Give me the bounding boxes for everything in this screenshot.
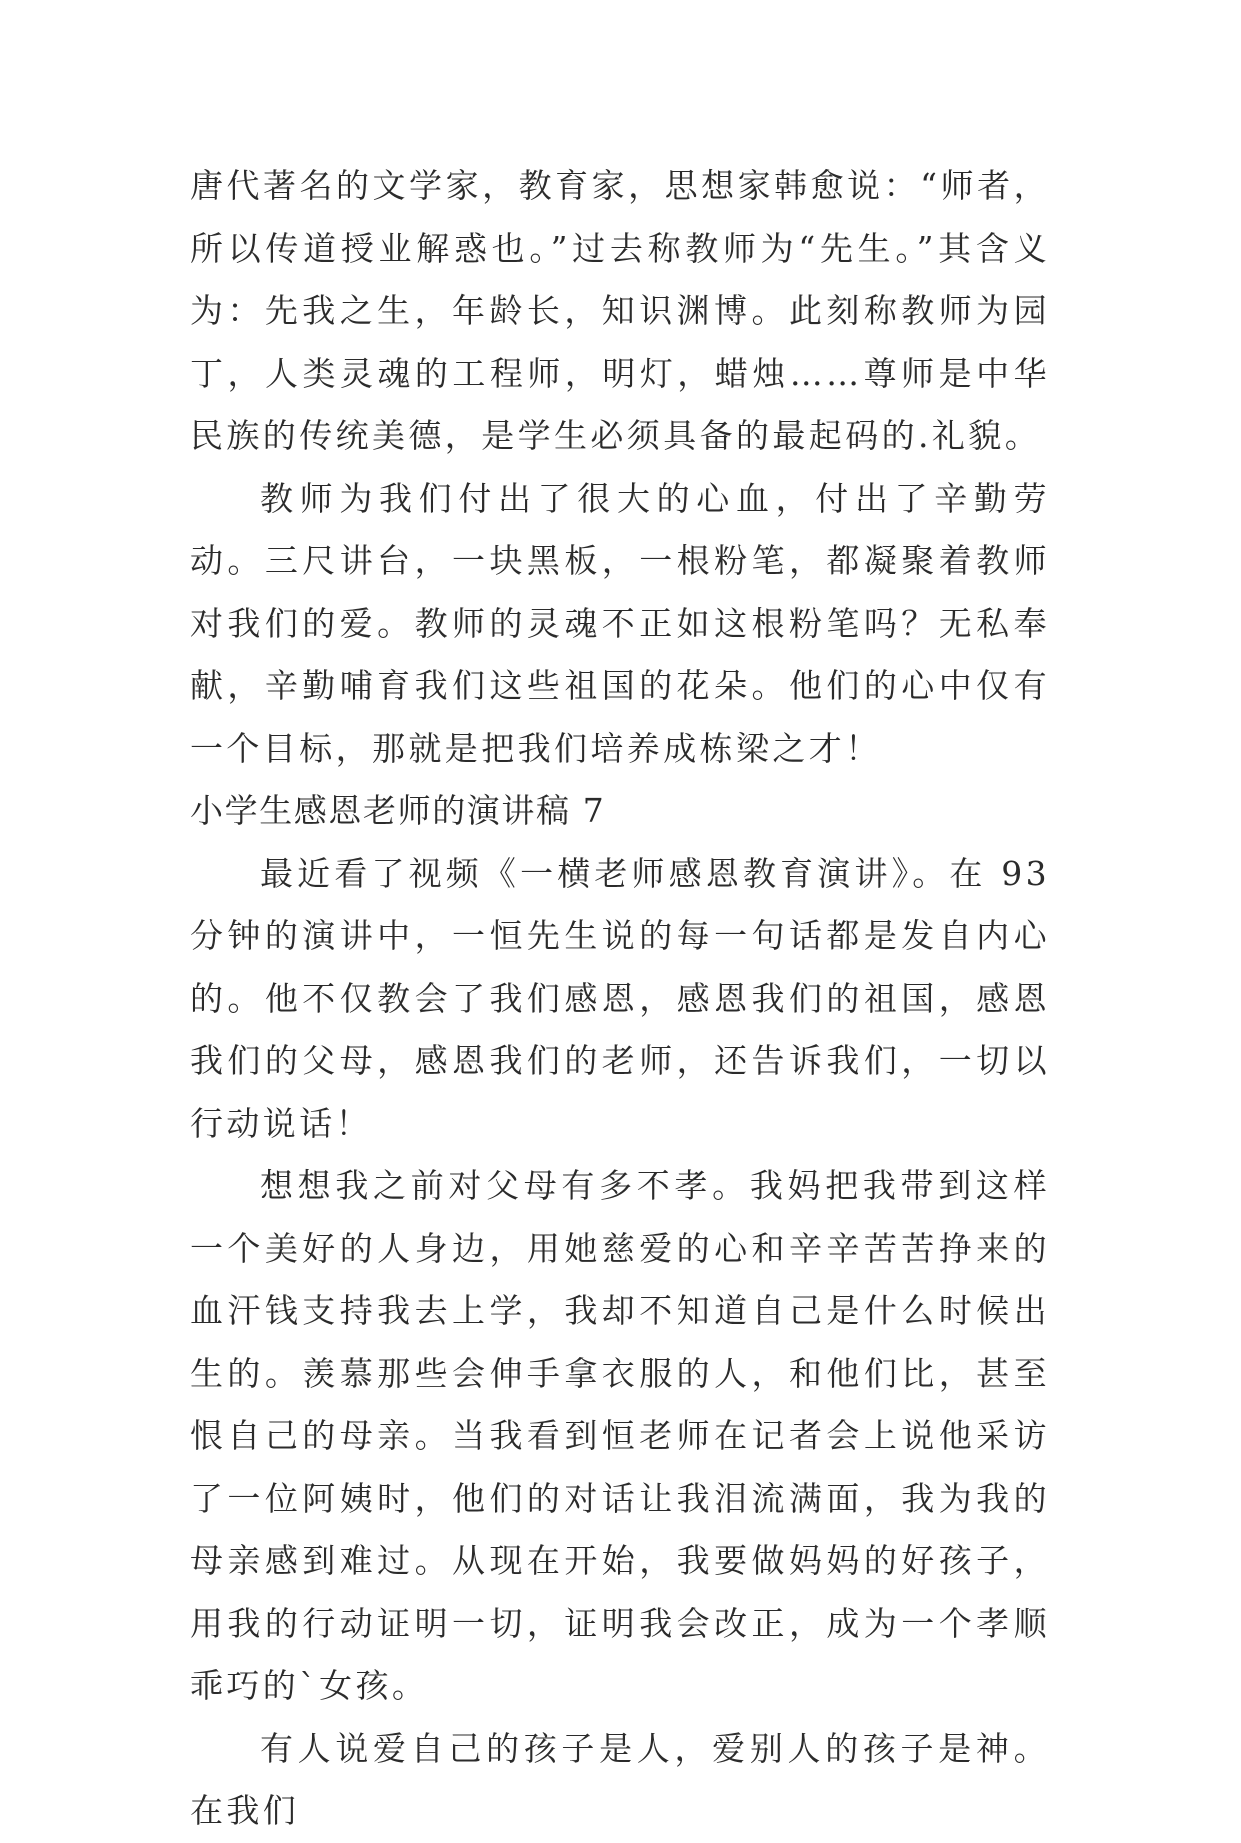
paragraph-love-children: 有人说爱自己的孩子是人，爱别人的孩子是神。在我们 xyxy=(190,1728,1050,1830)
paragraph-video-speech: 最近看了视频《一横老师感恩教育演讲》。在 93 分钟的演讲中，一恒先生说的每一句话都是发自内心的。他不仅教会了我们感恩，感恩我们的祖国，感恩我们的父母，感恩我们的老师，还告诉我们，一切以行动说话！ xyxy=(190,853,1050,1143)
section-heading: 小学生感恩老师的演讲稿 7 xyxy=(190,791,606,830)
paragraph-parents-reflection: 想想我之前对父母有多不孝。我妈把我带到这样一个美好的人身边，用她慈爱的心和辛辛苦苦挣来的血汗钱支持我去上学，我却不知道自己是什么时候出生的。羡慕那些会伸手拿衣服的人，和他们比，甚至恨自己的母亲。当我看到恒老师在记者会上说他采访了一位阿姨时，他们的对话让我泪流满面，我为我的母亲感到难过。从现在开始，我要做妈妈的好孩子，用我的行动证明一切，证明我会改正，成为一个孝顺乖巧的`女孩。 xyxy=(190,1166,1050,1705)
paragraph-teacher-dedication: 教师为我们付出了很大的心血，付出了辛勤劳动。三尺讲台，一块黑板，一根粉笔，都凝聚着教师对我们的爱。教师的灵魂不正如这根粉笔吗？无私奉献，辛勤哺育我们这些祖国的花朵。他们的心中仅有一个目标，那就是把我们培养成栋梁之才！ xyxy=(190,478,1050,768)
document-body xyxy=(190,155,1050,1843)
paragraph-teacher-history: 唐代著名的文学家，教育家，思想家韩愈说：“师者，所以传道授业解惑也。”过去称教师为“先生。”其含义为：先我之生，年龄长，知识渊博。此刻称教师为园丁，人类灵魂的工程师，明灯，蜡烛……尊师是中华民族的传统美德，是学生必须具备的最起码的.礼貌。 xyxy=(190,166,1050,455)
